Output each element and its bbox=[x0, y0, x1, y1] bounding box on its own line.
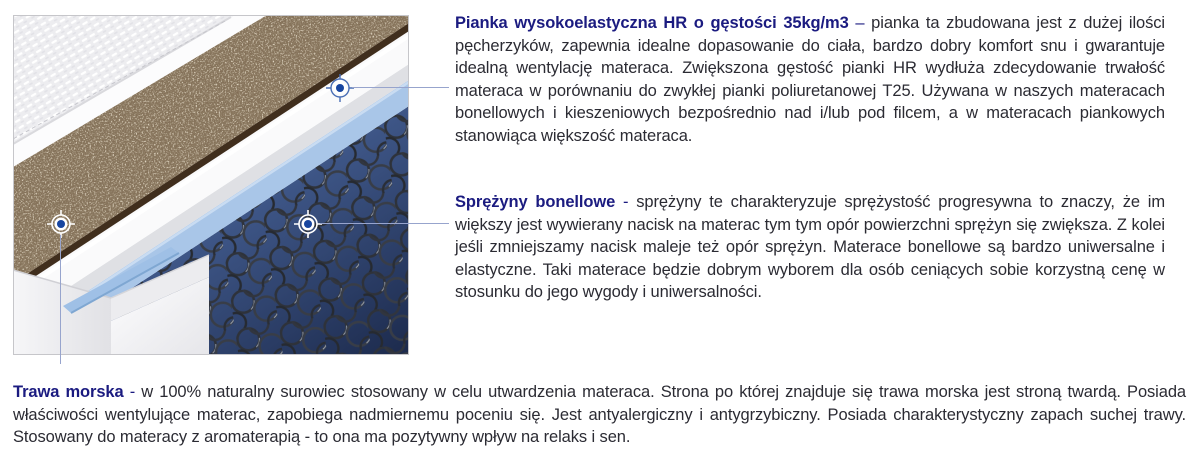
section-seagrass-separator: - bbox=[123, 383, 142, 401]
section-hr-foam-title: Pianka wysokoelastyczna HR o gęstości 35kg/m3 bbox=[455, 14, 849, 32]
section-bonell-springs-separator: - bbox=[615, 193, 637, 211]
section-bonell-springs-title: Sprężyny bonellowe bbox=[455, 193, 616, 211]
section-hr-foam bbox=[455, 12, 1165, 148]
section-hr-foam-separator: – bbox=[848, 14, 872, 32]
mattress-cross-section-illustration bbox=[13, 15, 409, 355]
section-seagrass bbox=[13, 381, 1186, 449]
callout-line-seagrass bbox=[60, 235, 61, 364]
section-seagrass-title: Trawa morska bbox=[13, 383, 124, 401]
callout-line-hr-foam bbox=[352, 87, 449, 88]
callout-line-springs bbox=[320, 223, 449, 224]
section-bonell-springs-body: sprężyny te charakteryzuje sprężystość progresywna to znaczy, że im większy jest wywierany nacisk na materac tym tym opór powierzchni sprężyn się zwiększa. Z kolei jeśli zmniejszamy nacisk maleje też opór sprężyn. Materace bonellowe są bardzo uniwersalne i elastyczne. Taki materace będzie dobrym wyborem dla osób ceniących sobie korzystną cenę w stosunku do jego wygody i uniwersalności. bbox=[455, 193, 1165, 302]
section-bonell-springs bbox=[455, 191, 1165, 304]
section-seagrass-body: w 100% naturalny surowiec stosowany w celu utwardzenia materaca. Strona po której znajduje się trawa morska jest stroną twardą. Posiada właściwości wentylujące materac, zapobiega nadmiernemu poceniu się. Jest antyalergiczny i antygrzybiczny. Posiada charakterystyczny zapach suchej trawy. Stosowany do materacy z aromaterapią - to ona ma pozytywny wpływ na relaks i sen. bbox=[13, 383, 1186, 447]
mattress-diagram-svg bbox=[13, 15, 409, 355]
section-hr-foam-body: pianka ta zbudowana jest z dużej ilości pęcherzyków, zapewnia idealne dopasowanie do ciała, bardzo dobry komfort snu i gwarantuje idealną wentylację materaca. Zwiększona gęstość pianki HR wydłuża zdecydowanie trwałość materaca w porównaniu do zwykłej pianki poliuretanowej T25. Używana w naszych materacach bonellowych i kieszeniowych bezpośrednio nad i/lub pod filcem, a w materacach piankowych stanowiąca większość materaca. bbox=[455, 14, 1165, 145]
